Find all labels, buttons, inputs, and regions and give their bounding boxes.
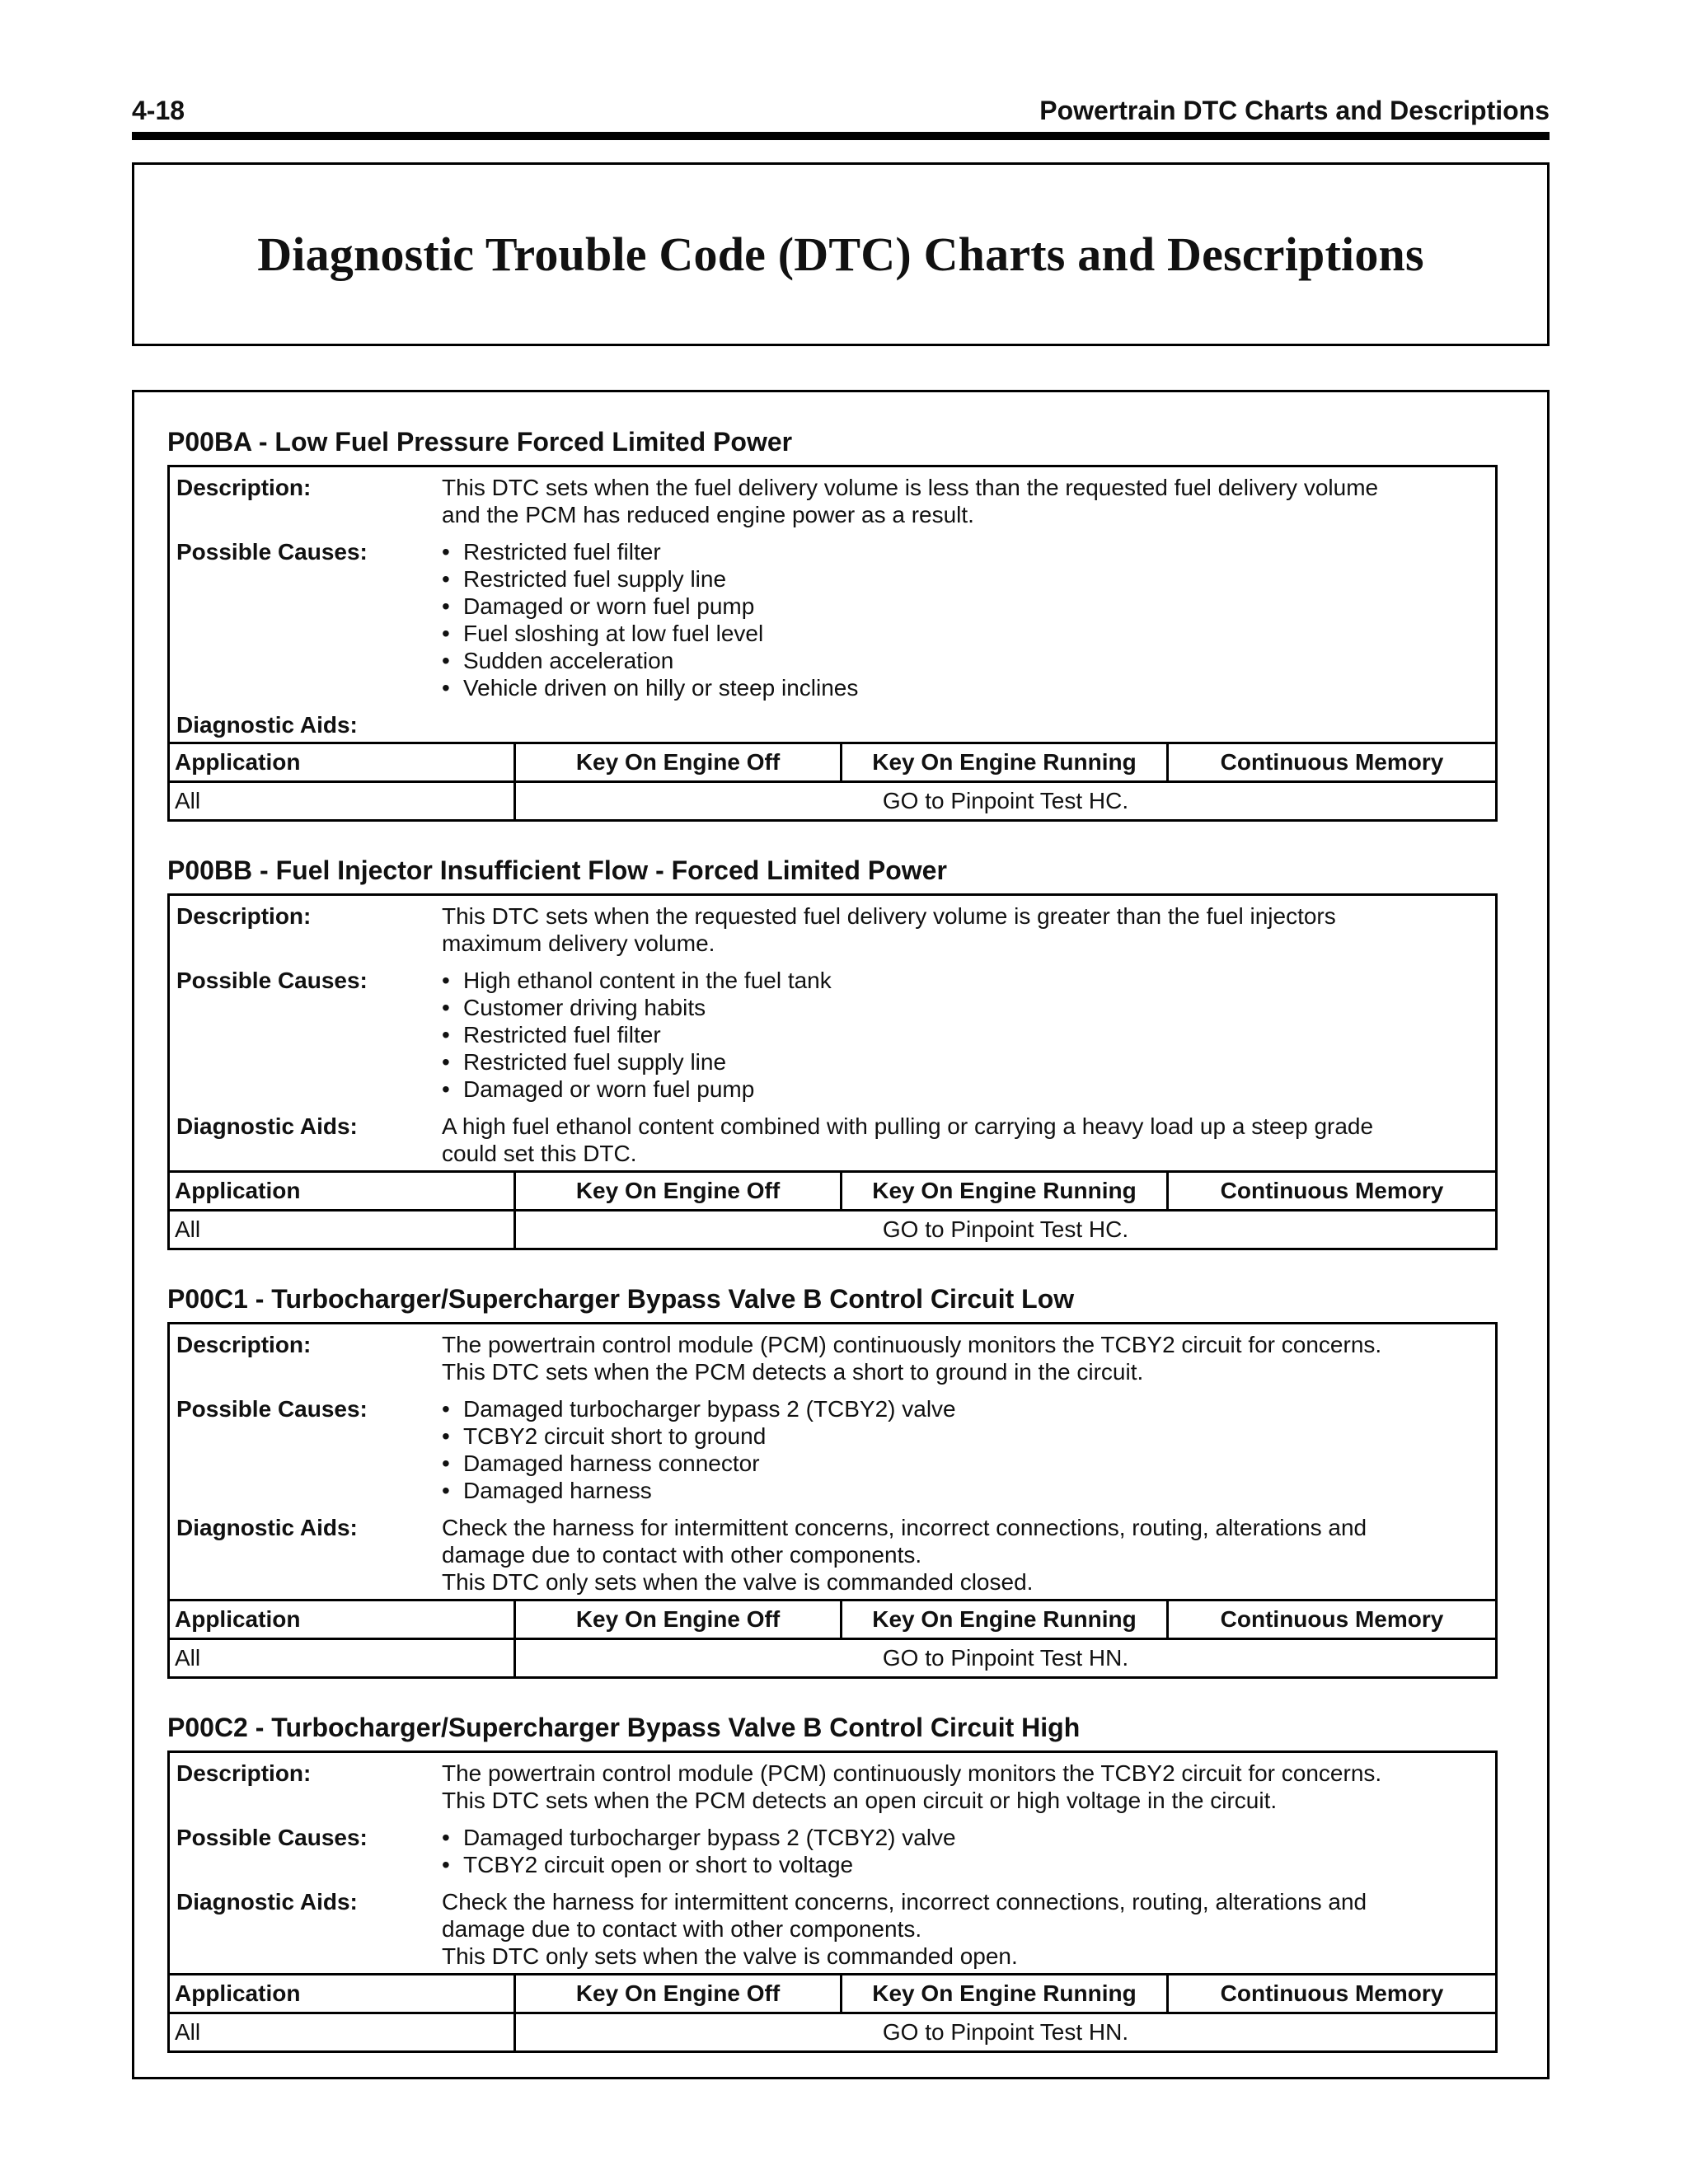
description-text: This DTC sets when the requested fuel delivery volume is greater than the fuel injectors maximum delivery volume. [442,903,1336,956]
description-text: The powertrain control module (PCM) continuously monitors the TCBY2 circuit for concerns. This DTC sets when the PCM detects a short to ground in the circuit. [442,1332,1382,1385]
pinpoint-test-action: GO to Pinpoint Test HN. [882,1645,1129,1671]
header-rule [132,132,1550,140]
section-title: Powertrain DTC Charts and Descriptions [1039,96,1550,125]
dtc-table [167,1750,1498,2053]
dtc-table [167,1322,1498,1679]
application-header: Application [170,744,516,780]
dtc-table [167,465,1498,822]
dtc-title: P00C1 - Turbocharger/Supercharger Bypass Valve B Control Circuit Low [167,1284,1075,1314]
cause-item: • TCBY2 circuit short to ground [442,1422,1489,1450]
dtc-block [167,1711,1498,2053]
causes-row [170,532,1495,705]
pinpoint-test-action: GO to Pinpoint Test HN. [882,2019,1129,2045]
application-header-row [170,1599,1495,1638]
koeo-header: Key On Engine Off [516,1601,842,1638]
description-text: The powertrain control module (PCM) continuously monitors the TCBY2 circuit for concerns. This DTC sets when the PCM detects an open circuit or high voltage in the circuit. [442,1760,1382,1813]
pinpoint-test-action: GO to Pinpoint Test HC. [882,1216,1129,1242]
description-row [170,1753,1495,1817]
cause-item: • Restricted fuel supply line [442,565,1489,593]
cause-item: • Damaged harness connector [442,1450,1489,1477]
aids-text: Check the harness for intermittent concerns, incorrect connections, routing, alterations and damage due to contact with other components. This DTC only sets when the valve is commanded open. [442,1889,1367,1969]
application-header: Application [170,1601,516,1638]
causes-list [442,538,1489,701]
continuous-memory-header: Continuous Memory [1220,1980,1444,2006]
dtc-block [167,1282,1498,1679]
aids-row [170,705,1495,742]
cause-item: • Restricted fuel filter [442,538,1489,565]
dtc-title: P00BA - Low Fuel Pressure Forced Limited Power [167,427,793,457]
application-row [170,2012,1495,2050]
causes-label: Possible Causes: [176,968,368,993]
cause-item: • Sudden acceleration [442,647,1489,674]
aids-label: Diagnostic Aids: [176,712,358,738]
application-header: Application [170,1173,516,1209]
cause-item: • Vehicle driven on hilly or steep inclines [442,674,1489,701]
aids-label: Diagnostic Aids: [176,1113,358,1139]
cause-item: • Damaged or worn fuel pump [442,1076,1489,1103]
continuous-memory-header: Continuous Memory [1220,1178,1444,1203]
application-value: All [170,2014,516,2050]
dtc-block [167,854,1498,1250]
cause-item: • Damaged turbocharger bypass 2 (TCBY2) valve [442,1824,1489,1851]
cause-item: • Customer driving habits [442,994,1489,1021]
cause-item: • Restricted fuel filter [442,1021,1489,1048]
title-box [132,162,1550,346]
koer-header: Key On Engine Running [842,1975,1169,2012]
causes-row [170,960,1495,1106]
aids-row [170,1106,1495,1170]
cause-item: • TCBY2 circuit open or short to voltage [442,1851,1489,1878]
causes-list [442,967,1489,1103]
causes-label: Possible Causes: [176,1825,368,1850]
koer-header: Key On Engine Running [842,1601,1169,1638]
application-row [170,780,1495,819]
koeo-header: Key On Engine Off [516,744,842,780]
causes-label: Possible Causes: [176,1396,368,1422]
aids-text [442,711,1489,738]
causes-list [442,1395,1489,1504]
cause-item: • High ethanol content in the fuel tank [442,967,1489,994]
aids-text: Check the harness for intermittent concerns, incorrect connections, routing, alterations and damage due to contact with other components. This DTC only sets when the valve is commanded closed. [442,1515,1367,1595]
causes-row [170,1389,1495,1507]
causes-list [442,1824,1489,1878]
aids-row [170,1882,1495,1973]
dtc-table [167,893,1498,1250]
description-label: Description: [176,1760,312,1786]
cause-item: • Damaged harness [442,1477,1489,1504]
description-label: Description: [176,903,312,929]
cause-item: • Damaged or worn fuel pump [442,593,1489,620]
description-label: Description: [176,1332,312,1357]
aids-row [170,1507,1495,1599]
cause-item: • Restricted fuel supply line [442,1048,1489,1076]
cause-item: • Damaged turbocharger bypass 2 (TCBY2) valve [442,1395,1489,1422]
dtc-container [132,390,1550,2079]
koeo-header: Key On Engine Off [516,1975,842,2012]
koer-header: Key On Engine Running [842,744,1169,780]
page-number: 4-18 [132,96,185,125]
cause-item: • Fuel sloshing at low fuel level [442,620,1489,647]
application-row [170,1638,1495,1676]
page-title: Diagnostic Trouble Code (DTC) Charts and Descriptions [257,227,1424,281]
description-text: This DTC sets when the fuel delivery volume is less than the requested fuel delivery volume and the PCM has reduced engine power as a result. [442,475,1379,527]
application-value: All [170,783,516,819]
aids-label: Diagnostic Aids: [176,1515,358,1540]
application-header: Application [170,1975,516,2012]
continuous-memory-header: Continuous Memory [1220,1606,1444,1632]
page-header [132,96,1550,127]
pinpoint-test-action: GO to Pinpoint Test HC. [882,788,1129,813]
application-header-row [170,1170,1495,1209]
application-row [170,1209,1495,1248]
application-header-row [170,742,1495,780]
dtc-title: P00BB - Fuel Injector Insufficient Flow - Forced Limited Power [167,855,947,885]
description-label: Description: [176,475,312,500]
application-value: All [170,1212,516,1248]
description-row [170,467,1495,532]
application-value: All [170,1640,516,1676]
dtc-block [167,425,1498,822]
continuous-memory-header: Continuous Memory [1220,749,1444,775]
description-row [170,896,1495,960]
dtc-title: P00C2 - Turbocharger/Supercharger Bypass Valve B Control Circuit High [167,1713,1081,1742]
koer-header: Key On Engine Running [842,1173,1169,1209]
aids-text: A high fuel ethanol content combined with pulling or carrying a heavy load up a steep grade could set this DTC. [442,1113,1374,1166]
aids-label: Diagnostic Aids: [176,1889,358,1915]
description-row [170,1324,1495,1389]
koeo-header: Key On Engine Off [516,1173,842,1209]
application-header-row [170,1973,1495,2012]
causes-label: Possible Causes: [176,539,368,565]
causes-row [170,1817,1495,1882]
